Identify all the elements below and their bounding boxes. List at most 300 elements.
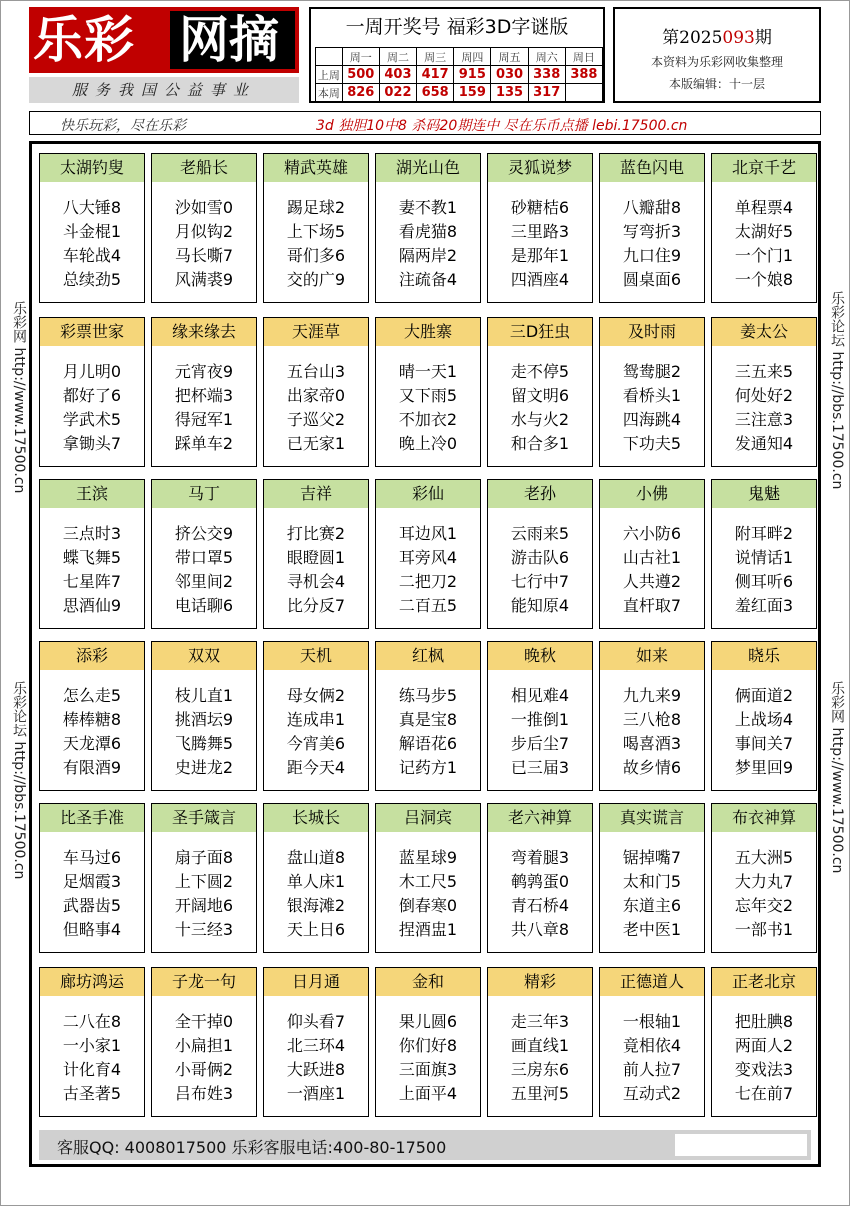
riddle-cell (487, 967, 593, 1117)
riddle-line: 走三年3 (510, 1012, 570, 1031)
cell-lines (712, 846, 816, 942)
cell-title: 比圣手准 (40, 804, 144, 832)
cell-title: 正德道人 (600, 968, 704, 996)
cell-title: 小佛 (600, 480, 704, 508)
cell-lines (40, 846, 144, 942)
riddle-cell (151, 317, 257, 467)
riddle-line: 看虎猫8 (398, 222, 458, 241)
day-header: 周六 (528, 48, 565, 66)
riddle-cell (599, 803, 705, 953)
riddle-cell (375, 317, 481, 467)
draw-number: 826 (342, 84, 379, 102)
riddle-line: 四酒座4 (510, 270, 570, 289)
riddle-cell (711, 479, 817, 629)
riddle-line: 五大洲5 (734, 848, 794, 867)
riddle-cell (599, 153, 705, 303)
riddle-line: 捏酒盅1 (398, 920, 458, 939)
editor-note: 本版编辑：十一层 (668, 77, 765, 91)
riddle-line: 把杯端3 (174, 386, 234, 405)
issue-box (613, 7, 821, 103)
draw-number: 022 (379, 84, 416, 102)
cell-title: 吕洞宾 (376, 804, 480, 832)
riddle-line: 足烟霞3 (62, 872, 122, 891)
cell-lines (152, 196, 256, 292)
riddle-line: 注疏备4 (398, 270, 458, 289)
riddle-line: 上下场5 (286, 222, 346, 241)
cell-lines (264, 522, 368, 618)
side-text: 乐彩论坛 http://bbs.17500.cn (829, 291, 845, 490)
riddle-line: 变戏法3 (734, 1060, 794, 1079)
riddle-line: 已无家1 (286, 434, 346, 453)
draw-number: 159 (454, 84, 491, 102)
cell-lines (600, 522, 704, 618)
riddle-line: 元宵夜9 (174, 362, 234, 381)
riddle-line: 打比赛2 (286, 524, 346, 543)
cell-lines (152, 1010, 256, 1106)
promo-strip (29, 111, 821, 135)
riddle-line: 二把刀2 (398, 572, 458, 591)
riddle-cell (39, 317, 145, 467)
riddle-line: 山古社1 (622, 548, 682, 567)
riddle-cell (711, 803, 817, 953)
riddle-line: 一推倒1 (510, 710, 570, 729)
riddle-line: 解语花6 (398, 734, 458, 753)
riddle-line: 人共遵2 (622, 572, 682, 591)
riddle-line: 三面旗3 (398, 1060, 458, 1079)
cell-lines (376, 1010, 480, 1106)
riddle-line: 蓝星球9 (398, 848, 458, 867)
riddle-cell (599, 967, 705, 1117)
cell-lines (376, 522, 480, 618)
riddle-cell (375, 967, 481, 1117)
riddle-cell (375, 641, 481, 791)
riddle-line: 青石桥4 (510, 896, 570, 915)
riddle-line: 能知原4 (510, 596, 570, 615)
riddle-line: 距今天4 (286, 758, 346, 777)
cell-title: 金和 (376, 968, 480, 996)
riddle-line: 出家帝0 (286, 386, 346, 405)
draw-number (565, 84, 602, 102)
riddle-line: 沙如雪0 (174, 198, 234, 217)
draw-number: 417 (417, 66, 454, 84)
cell-title: 真实谎言 (600, 804, 704, 832)
riddle-cell (263, 153, 369, 303)
riddle-line: 电话聊6 (174, 596, 234, 615)
cell-lines (600, 1010, 704, 1106)
cell-title: 老六神算 (488, 804, 592, 832)
riddle-line: 鹌鹑蛋0 (510, 872, 570, 891)
side-text: 乐彩论坛 http://bbs.17500.cn (11, 681, 27, 880)
riddle-cell (39, 803, 145, 953)
row-label: 上周 (316, 66, 343, 84)
riddle-line: 枝儿直1 (174, 686, 234, 705)
riddle-line: 不加衣2 (398, 410, 458, 429)
riddle-line: 你们好8 (398, 1036, 458, 1055)
riddle-line: 全干掉0 (174, 1012, 234, 1031)
riddle-line: 故乡情6 (622, 758, 682, 777)
cell-lines (152, 684, 256, 780)
cell-lines (152, 360, 256, 456)
draw-number: 030 (491, 66, 528, 84)
riddle-cell (711, 153, 817, 303)
riddle-line: 三里路3 (510, 222, 570, 241)
riddle-line: 东道主6 (622, 896, 682, 915)
riddle-cell (263, 803, 369, 953)
riddle-line: 晚上冷0 (398, 434, 458, 453)
cell-title: 红枫 (376, 642, 480, 670)
riddle-line: 侧耳听6 (734, 572, 794, 591)
riddle-line: 马长嘶7 (174, 246, 234, 265)
cell-title: 大胜寨 (376, 318, 480, 346)
cell-title: 双双 (152, 642, 256, 670)
riddle-line: 学武术5 (62, 410, 122, 429)
riddle-line: 武器齿5 (62, 896, 122, 915)
cell-title: 及时雨 (600, 318, 704, 346)
riddle-line: 羞红面3 (734, 596, 794, 615)
riddle-cell (711, 967, 817, 1117)
riddle-line: 砂糖桔6 (510, 198, 570, 217)
riddle-cell (151, 479, 257, 629)
riddle-cell (599, 641, 705, 791)
cell-title: 子龙一句 (152, 968, 256, 996)
riddle-line: 下功夫5 (622, 434, 682, 453)
cell-title: 姜太公 (712, 318, 816, 346)
draw-number: 500 (342, 66, 379, 84)
riddle-line: 眼瞪圆1 (286, 548, 346, 567)
riddle-line: 说情话1 (734, 548, 794, 567)
riddle-line: 母女俩2 (286, 686, 346, 705)
cell-lines (712, 1010, 816, 1106)
cell-title: 廊坊鸿运 (40, 968, 144, 996)
draw-number: 915 (454, 66, 491, 84)
cell-title: 湖光山色 (376, 154, 480, 182)
riddle-cell (487, 317, 593, 467)
riddle-line: 总续劲5 (62, 270, 122, 289)
riddle-line: 二百五5 (398, 596, 458, 615)
riddle-line: 挤公交9 (174, 524, 234, 543)
riddle-line: 锯掉嘴7 (622, 848, 682, 867)
cell-lines (152, 846, 256, 942)
day-header: 周二 (379, 48, 416, 66)
riddle-line: 事间关7 (734, 734, 794, 753)
riddle-line: 太和门5 (622, 872, 682, 891)
riddle-line: 天龙潭6 (62, 734, 122, 753)
weekly-results (309, 7, 605, 103)
riddle-line: 竟相依4 (622, 1036, 682, 1055)
riddle-line: 得冠军1 (174, 410, 234, 429)
riddle-cell (39, 967, 145, 1117)
cell-lines (600, 846, 704, 942)
riddle-cell (599, 479, 705, 629)
cell-title: 晚秋 (488, 642, 592, 670)
riddle-line: 八瓣甜8 (622, 198, 682, 217)
riddle-line: 把肚腆8 (734, 1012, 794, 1031)
riddle-line: 吕布姓3 (174, 1084, 234, 1103)
cell-title: 晓乐 (712, 642, 816, 670)
riddle-line: 游击队6 (510, 548, 570, 567)
cell-title: 彩票世家 (40, 318, 144, 346)
riddle-line: 风满裘9 (174, 270, 234, 289)
riddle-line: 寻机会4 (286, 572, 346, 591)
riddle-line: 耳旁风4 (398, 548, 458, 567)
riddle-line: 盘山道8 (286, 848, 346, 867)
cell-title: 鬼魅 (712, 480, 816, 508)
riddle-line: 仰头看7 (286, 1012, 346, 1031)
riddle-line: 月儿明0 (62, 362, 122, 381)
riddle-cell (151, 967, 257, 1117)
riddle-line: 天上日6 (286, 920, 346, 939)
riddle-line: 拿锄头7 (62, 434, 122, 453)
riddle-cell (487, 803, 593, 953)
issue-note: 本资料为乐彩网收集整理 (650, 55, 783, 69)
cell-title: 王滨 (40, 480, 144, 508)
promo-link[interactable]: 3d 独胆10中8 杀码20期连中 尽在乐币点播 lebi.17500.cn (316, 118, 688, 134)
promo-left: 快乐玩彩，尽在乐彩 (60, 118, 186, 134)
riddle-line: 和合多1 (510, 434, 570, 453)
riddle-line: 比分反7 (286, 596, 346, 615)
riddle-cell (39, 153, 145, 303)
riddle-line: 上下圆2 (174, 872, 234, 891)
cell-lines (488, 1010, 592, 1106)
riddle-line: 北三环4 (286, 1036, 346, 1055)
riddle-cell (487, 153, 593, 303)
side-text: 乐彩网 http://www.17500.cn (829, 681, 845, 874)
cell-lines (264, 196, 368, 292)
riddle-line: 妻不教1 (398, 198, 458, 217)
riddle-cell (487, 641, 593, 791)
riddle-line: 附耳畔2 (734, 524, 794, 543)
day-header: 周一 (342, 48, 379, 66)
draw-number: 317 (528, 84, 565, 102)
riddle-line: 看桥头1 (622, 386, 682, 405)
riddle-line: 果儿圆6 (398, 1012, 458, 1031)
riddle-line: 五里河5 (510, 1084, 570, 1103)
riddle-line: 七在前7 (734, 1084, 794, 1103)
cell-lines (40, 522, 144, 618)
riddle-cell (711, 641, 817, 791)
riddle-line: 车马过6 (62, 848, 122, 867)
weekly-title: 一周开奖号 福彩3D字谜版 (345, 16, 569, 38)
riddle-cell (151, 803, 257, 953)
cell-lines (376, 684, 480, 780)
logo (29, 7, 299, 73)
riddle-line: 三八枪8 (622, 710, 682, 729)
cell-lines (264, 684, 368, 780)
riddle-line: 共八章8 (510, 920, 570, 939)
cell-title: 缘来缘去 (152, 318, 256, 346)
riddle-cell (39, 479, 145, 629)
riddle-line: 二八在8 (62, 1012, 122, 1031)
riddle-line: 倒春寒0 (398, 896, 458, 915)
riddle-line: 连成串1 (286, 710, 346, 729)
riddle-line: 三点时3 (62, 524, 122, 543)
riddle-line: 圆桌面6 (622, 270, 682, 289)
cell-title: 彩仙 (376, 480, 480, 508)
riddle-line: 但略事4 (62, 920, 122, 939)
cell-title: 三D狂虫 (488, 318, 592, 346)
riddle-line: 棒棒糖8 (62, 710, 122, 729)
riddle-line: 哥们多6 (286, 246, 346, 265)
riddle-cell (263, 967, 369, 1117)
riddle-line: 飞腾舞5 (174, 734, 234, 753)
riddle-cell (375, 153, 481, 303)
riddle-line: 一小家1 (62, 1036, 122, 1055)
day-header: 周四 (454, 48, 491, 66)
row-label: 本周 (316, 84, 343, 102)
riddle-line: 直杆取7 (622, 596, 682, 615)
cell-title: 老孙 (488, 480, 592, 508)
cell-lines (40, 196, 144, 292)
cell-title: 精武英雄 (264, 154, 368, 182)
footer (39, 1130, 811, 1160)
riddle-cell (375, 803, 481, 953)
cell-lines (600, 196, 704, 292)
cell-lines (488, 684, 592, 780)
riddle-line: 三五来5 (734, 362, 794, 381)
cell-lines (376, 846, 480, 942)
riddle-line: 思酒仙9 (62, 596, 122, 615)
draw-number: 338 (528, 66, 565, 84)
riddle-line: 发通知4 (734, 434, 794, 453)
riddle-line: 怎么走5 (62, 686, 122, 705)
riddle-line: 四海跳4 (622, 410, 682, 429)
riddle-line: 开阔地6 (174, 896, 234, 915)
riddle-line: 计化育4 (62, 1060, 122, 1079)
riddle-line: 上战场4 (734, 710, 794, 729)
cell-lines (488, 360, 592, 456)
riddle-line: 七行中7 (510, 572, 570, 591)
cell-lines (264, 360, 368, 456)
riddle-cell (711, 317, 817, 467)
riddle-line: 斗金棍1 (62, 222, 122, 241)
riddle-line: 六小防6 (622, 524, 682, 543)
riddle-line: 车轮战4 (62, 246, 122, 265)
cell-title: 正老北京 (712, 968, 816, 996)
riddle-line: 三注意3 (734, 410, 794, 429)
riddle-line: 忘年交2 (734, 896, 794, 915)
cell-lines (600, 360, 704, 456)
draw-number: 388 (565, 66, 602, 84)
cell-lines (600, 684, 704, 780)
cell-title: 灵狐说梦 (488, 154, 592, 182)
table-row (316, 84, 603, 102)
riddle-line: 留文明6 (510, 386, 570, 405)
cell-lines (712, 684, 816, 780)
day-header: 周五 (491, 48, 528, 66)
riddle-line: 今宵美6 (286, 734, 346, 753)
riddle-line: 是那年1 (510, 246, 570, 265)
cell-lines (488, 522, 592, 618)
draw-number: 658 (417, 84, 454, 102)
riddle-line: 喝喜酒3 (622, 734, 682, 753)
riddle-line: 踩单车2 (174, 434, 234, 453)
riddle-grid (29, 141, 821, 1167)
side-text: 乐彩网 http://www.17500.cn (11, 301, 27, 494)
slogan: 服务我国公益事业 (29, 77, 299, 103)
cell-title: 如来 (600, 642, 704, 670)
riddle-line: 大跃进8 (286, 1060, 346, 1079)
riddle-line: 云雨来5 (510, 524, 570, 543)
cell-title: 添彩 (40, 642, 144, 670)
riddle-line: 木工尺5 (398, 872, 458, 891)
riddle-line: 梦里回9 (734, 758, 794, 777)
riddle-line: 扇子面8 (174, 848, 234, 867)
draw-number: 403 (379, 66, 416, 84)
cell-title: 马丁 (152, 480, 256, 508)
riddle-line: 九口住9 (622, 246, 682, 265)
cell-title: 精彩 (488, 968, 592, 996)
riddle-line: 小扁担1 (174, 1036, 234, 1055)
cell-lines (40, 360, 144, 456)
riddle-cell (375, 479, 481, 629)
cell-lines (264, 1010, 368, 1106)
cell-title: 圣手箴言 (152, 804, 256, 832)
cell-lines (264, 846, 368, 942)
riddle-line: 前人拉7 (622, 1060, 682, 1079)
riddle-line: 练马步5 (398, 686, 458, 705)
results-table (315, 47, 603, 102)
cell-lines (40, 684, 144, 780)
riddle-line: 走不停5 (510, 362, 570, 381)
cell-lines (488, 196, 592, 292)
riddle-cell (39, 641, 145, 791)
riddle-line: 三房东6 (510, 1060, 570, 1079)
riddle-cell (263, 479, 369, 629)
riddle-line: 七星阵7 (62, 572, 122, 591)
riddle-line: 都好了6 (62, 386, 122, 405)
riddle-line: 水与火2 (510, 410, 570, 429)
day-header: 周日 (565, 48, 602, 66)
cell-title: 长城长 (264, 804, 368, 832)
riddle-line: 两面人2 (734, 1036, 794, 1055)
riddle-line: 俩面道2 (734, 686, 794, 705)
riddle-line: 小哥俩2 (174, 1060, 234, 1079)
riddle-line: 何处好2 (734, 386, 794, 405)
day-header: 周三 (417, 48, 454, 66)
cell-lines (712, 196, 816, 292)
riddle-line: 一部书1 (734, 920, 794, 939)
riddle-line: 老中医1 (622, 920, 682, 939)
riddle-line: 写弯折3 (622, 222, 682, 241)
riddle-line: 月似钩2 (174, 222, 234, 241)
cell-title: 日月通 (264, 968, 368, 996)
riddle-line: 单人床1 (286, 872, 346, 891)
riddle-line: 邻里间2 (174, 572, 234, 591)
riddle-line: 画直线1 (510, 1036, 570, 1055)
riddle-cell (151, 641, 257, 791)
cell-lines (40, 1010, 144, 1106)
cell-lines (488, 846, 592, 942)
cell-title: 天机 (264, 642, 368, 670)
riddle-line: 踢足球2 (286, 198, 346, 217)
riddle-line: 一个门1 (734, 246, 794, 265)
riddle-line: 史进龙2 (174, 758, 234, 777)
cell-lines (376, 360, 480, 456)
riddle-line: 蝶飞舞5 (62, 548, 122, 567)
riddle-line: 鸳鸯腿2 (622, 362, 682, 381)
issue-number: 第2025093期 (662, 28, 772, 48)
riddle-line: 耳边风1 (398, 524, 458, 543)
riddle-line: 银海滩2 (286, 896, 346, 915)
riddle-line: 五台山3 (286, 362, 346, 381)
riddle-cell (151, 153, 257, 303)
riddle-line: 隔两岸2 (398, 246, 458, 265)
riddle-line: 真是宝8 (398, 710, 458, 729)
riddle-line: 记药方1 (398, 758, 458, 777)
riddle-line: 古圣著5 (62, 1084, 122, 1103)
riddle-line: 交的广9 (286, 270, 346, 289)
riddle-line: 八大锤8 (62, 198, 122, 217)
